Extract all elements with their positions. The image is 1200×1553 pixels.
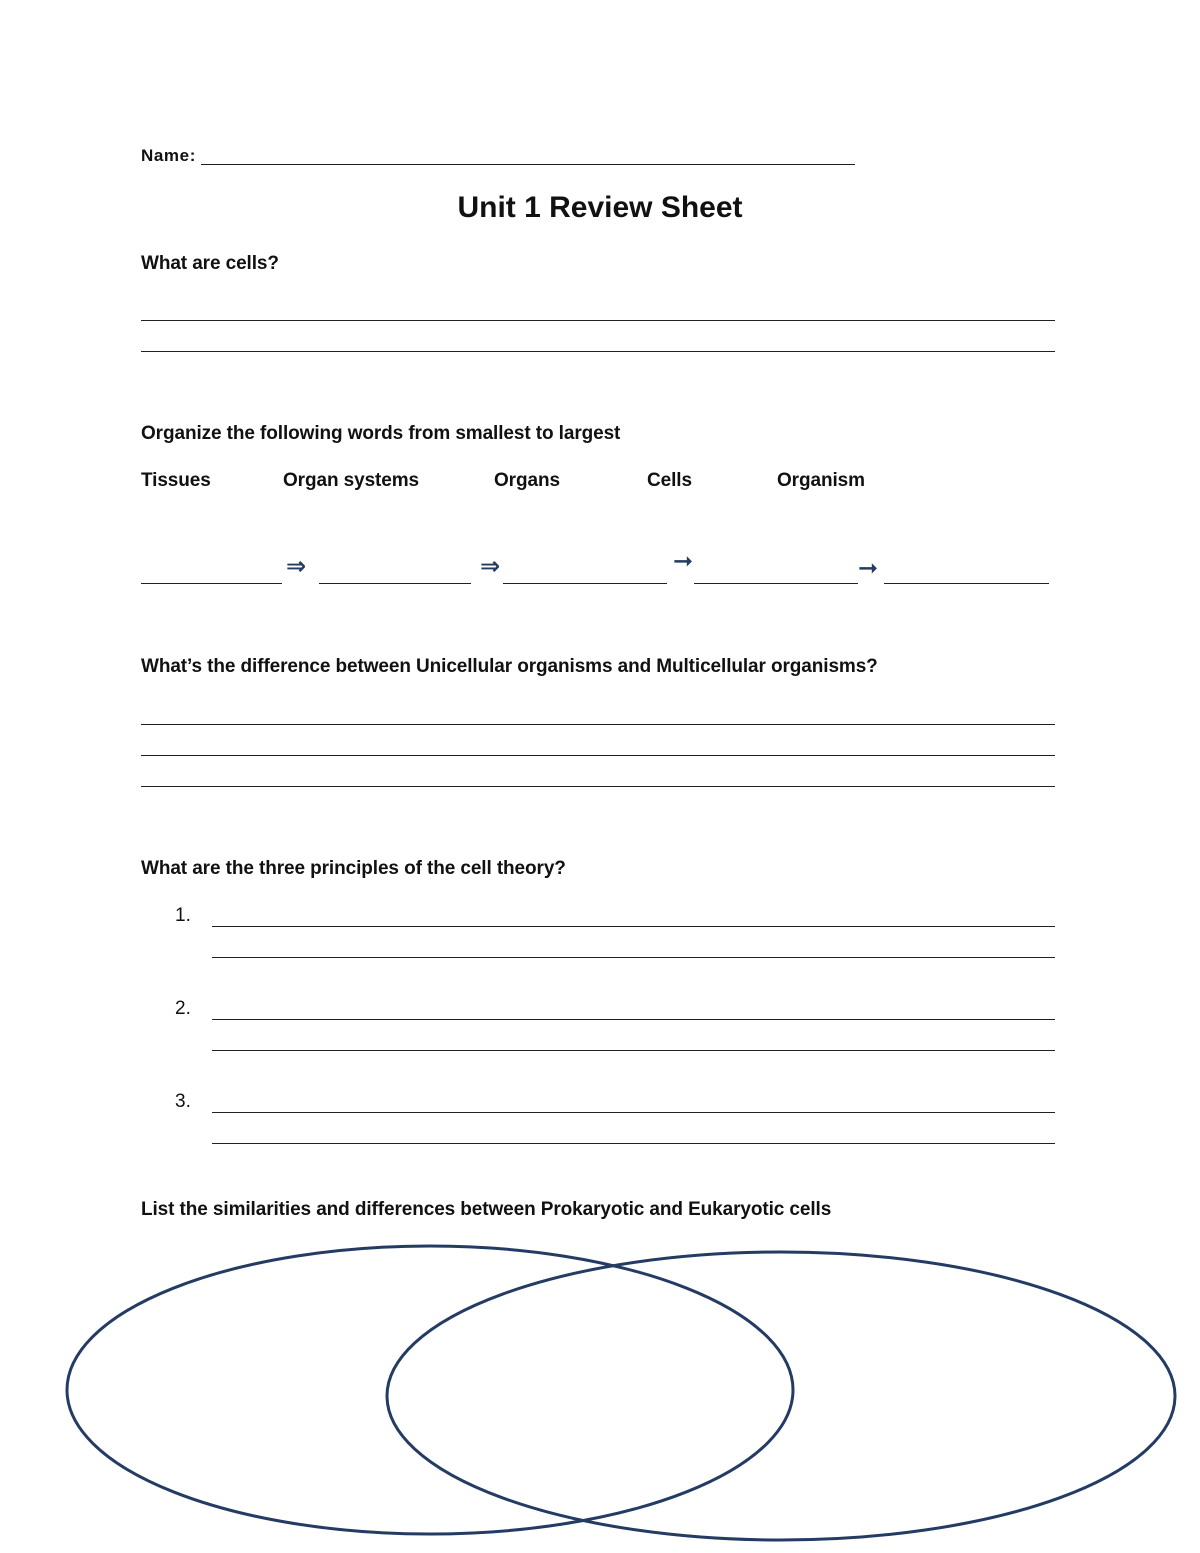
question-prokaryotic-vs-eukaryotic: List the similarities and differences between Prokaryotic and Eukaryotic cells (141, 1199, 832, 1220)
word-organ-systems: Organ systems (283, 470, 419, 491)
right-arrow-icon: ⇒ (286, 553, 307, 580)
word-organs: Organs (494, 470, 560, 491)
right-arrow-icon: ⇒ (480, 553, 501, 580)
question-organize-words: Organize the following words from smallest to largest (141, 423, 621, 444)
name-label: Name: (141, 146, 196, 165)
page-title: Unit 1 Review Sheet (457, 191, 743, 224)
question-what-are-cells: What are cells? (141, 253, 279, 274)
list-number-2: 2. (175, 998, 191, 1019)
word-tissues: Tissues (141, 470, 211, 491)
venn-left-ellipse[interactable] (67, 1246, 793, 1534)
word-organism: Organism (777, 470, 865, 491)
right-arrow-icon: ➞ (858, 555, 879, 582)
word-cells: Cells (647, 470, 692, 491)
question-cell-theory: What are the three principles of the cell theory? (141, 858, 566, 879)
venn-right-ellipse[interactable] (387, 1252, 1175, 1540)
question-unicellular-vs-multicellular: What’s the difference between Unicellular organisms and Multicellular organisms? (141, 656, 878, 677)
list-number-3: 3. (175, 1091, 191, 1112)
list-number-1: 1. (175, 905, 191, 926)
right-arrow-icon: ➞ (673, 548, 694, 575)
